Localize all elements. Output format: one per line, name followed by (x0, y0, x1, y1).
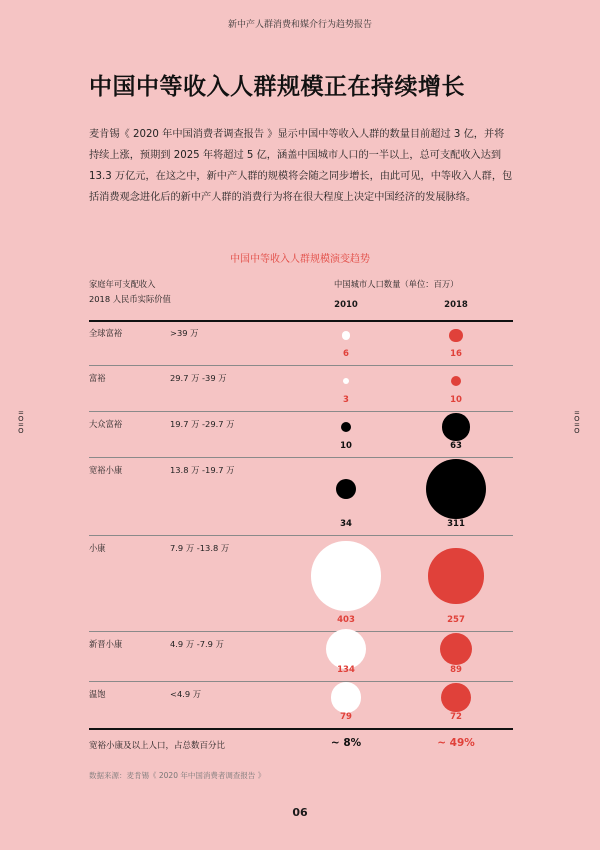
bubble-2018 (449, 329, 463, 343)
row-segment-name: 富裕 (89, 373, 106, 383)
value-label-2018: 89 (450, 665, 462, 675)
income-header (89, 277, 171, 307)
value-label-2018: 72 (450, 712, 462, 722)
bubble-2018 (426, 459, 487, 520)
row-segment-name: 小康 (89, 543, 106, 553)
bubble-2010 (311, 541, 380, 610)
summary-2010: ~ 8% (330, 737, 362, 749)
bubble-2018 (428, 548, 483, 603)
bubble-2018 (451, 376, 462, 387)
row-income-range: 4.9 万 -7.9 万 (170, 639, 224, 649)
intro-paragraph: 麦肯锡《 2020 年中国消费者调查报告 》显示中国中等收入人群的数量目前超过 3 亿，并将持续上涨，预期到 2025 年将超过 5 亿，涵盖中国城市人口的一半以上，总可支配收入达到 13.3 万亿元，在这之中，新中产人群的规模将会随之同步增长，由此可见，中等收入人群，包括消费观念进化后的新中产人群的消费行为将在很大程度上决定中国经济的发展脉络。 (89, 129, 513, 203)
row-income-range: 7.9 万 -13.8 万 (170, 543, 230, 553)
row-income-range: 29.7 万 -39 万 (170, 373, 227, 383)
row-segment-name: 温饱 (89, 689, 106, 699)
row-income-range: 19.7 万 -29.7 万 (170, 419, 235, 429)
row-divider (89, 681, 513, 682)
bubble-2018 (440, 633, 472, 665)
bubble-2010 (342, 331, 350, 339)
data-source: 数据来源：麦肯锡《 2020 年中国消费者调查报告 》 (89, 771, 266, 780)
row-segment-name: 大众富裕 (89, 419, 123, 429)
value-label-2010: 10 (340, 441, 352, 451)
bubble-2010 (336, 479, 356, 499)
income-header-line1: 家庭年可支配收入 (89, 279, 156, 289)
value-label-2010: 3 (343, 395, 349, 405)
bubble-2010 (343, 378, 349, 384)
bubble-2018 (441, 683, 470, 712)
row-income-range: <4.9 万 (170, 689, 202, 699)
row-income-range: 13.8 万 -19.7 万 (170, 465, 235, 475)
row-income-range: >39 万 (170, 328, 199, 338)
row-divider (89, 631, 513, 632)
value-label-2010: 403 (337, 615, 355, 625)
value-label-2010: 34 (340, 519, 352, 529)
value-label-2018: 257 (447, 615, 465, 625)
summary-2018: ~ 49% (437, 737, 475, 749)
population-header: 中国城市人口数量（单位：百万） (334, 279, 459, 289)
value-label-2018: 10 (450, 395, 462, 405)
value-label-2010: 79 (340, 712, 352, 722)
value-label-2010: 134 (337, 665, 355, 675)
table-top-rule (89, 320, 513, 322)
year-2018-label: 2018 (444, 300, 468, 310)
side-mark-left: = O = O (18, 409, 24, 435)
row-segment-name: 新晋小康 (89, 639, 123, 649)
income-header-line2: 2018 人民币实际价值 (89, 294, 171, 304)
value-label-2018: 16 (450, 349, 462, 359)
row-divider (89, 411, 513, 412)
year-2010-label: 2010 (334, 300, 358, 310)
chart-title: 中国中等收入人群规模演变趋势 (230, 254, 370, 265)
page-number: 06 (292, 806, 308, 819)
row-divider (89, 457, 513, 458)
bubble-2010 (341, 422, 352, 433)
bubble-2018 (442, 413, 469, 440)
page-title: 中国中等收入人群规模正在持续增长 (89, 74, 465, 100)
side-mark-right: = O = O (574, 409, 580, 435)
table-bottom-rule (89, 728, 513, 730)
report-header: 新中产人群消费和媒介行为趋势报告 (227, 20, 372, 30)
row-divider (89, 365, 513, 366)
row-segment-name: 宽裕小康 (89, 465, 123, 475)
bubble-2010 (326, 629, 366, 669)
summary-label: 宽裕小康及以上人口，占总数百分比 (89, 741, 226, 751)
row-divider (89, 535, 513, 536)
row-segment-name: 全球富裕 (89, 328, 123, 338)
value-label-2018: 63 (450, 441, 462, 451)
value-label-2010: 6 (343, 349, 349, 359)
value-label-2018: 311 (447, 519, 465, 529)
bubble-2010 (331, 682, 362, 713)
